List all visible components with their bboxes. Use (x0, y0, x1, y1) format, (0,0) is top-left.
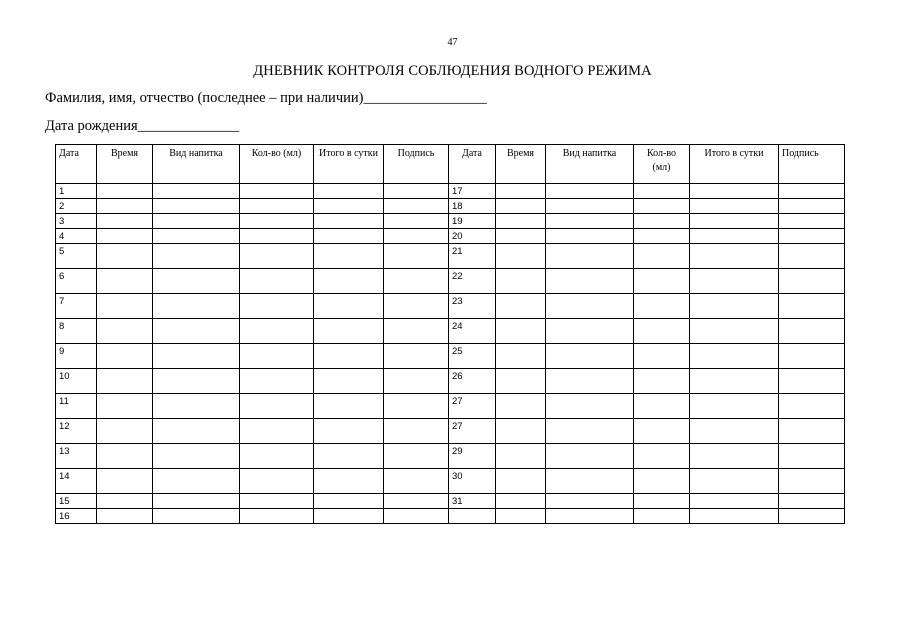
table-cell (314, 199, 384, 214)
table-cell (496, 199, 546, 214)
table-cell (634, 369, 690, 394)
table-cell (97, 369, 153, 394)
table-cell (240, 229, 314, 244)
table-cell (240, 369, 314, 394)
day-number-right: 30 (449, 469, 496, 494)
table-cell (690, 494, 779, 509)
table-cell (546, 214, 634, 229)
table-cell (496, 369, 546, 394)
day-number-right: 18 (449, 199, 496, 214)
header-date-2: Дата (449, 145, 496, 184)
table-cell (690, 369, 779, 394)
day-number-right: 31 (449, 494, 496, 509)
table-cell (496, 394, 546, 419)
table-cell (314, 214, 384, 229)
table-cell (634, 184, 690, 199)
table-cell (384, 229, 449, 244)
table-cell (634, 419, 690, 444)
table-cell (496, 294, 546, 319)
header-amount-2: Кол-во (мл) (634, 145, 690, 184)
table-cell (634, 214, 690, 229)
table-cell (384, 369, 449, 394)
table-cell (634, 509, 690, 524)
table-cell (314, 509, 384, 524)
day-number-right: 22 (449, 269, 496, 294)
table-cell (97, 444, 153, 469)
table-cell (314, 269, 384, 294)
table-cell (240, 269, 314, 294)
table-cell (634, 269, 690, 294)
table-cell (153, 319, 240, 344)
table-row (56, 469, 845, 494)
table-cell (690, 199, 779, 214)
table-cell (153, 184, 240, 199)
day-number-right: 23 (449, 294, 496, 319)
table-cell (314, 319, 384, 344)
table-cell (546, 294, 634, 319)
day-number-right: 17 (449, 184, 496, 199)
table-cell (496, 184, 546, 199)
table-cell (546, 394, 634, 419)
table-cell (496, 344, 546, 369)
table-cell (314, 494, 384, 509)
table-cell (496, 244, 546, 269)
header-drink-type-2: Вид напитка (546, 145, 634, 184)
table-cell (690, 244, 779, 269)
table-row (56, 184, 845, 199)
table-cell (779, 444, 845, 469)
table-cell (496, 269, 546, 294)
table-cell (546, 229, 634, 244)
fio-line: Фамилия, имя, отчество (последнее – при наличии)_________________ (45, 90, 487, 106)
table-row (56, 244, 845, 269)
table-cell (634, 469, 690, 494)
table-cell (384, 319, 449, 344)
table-cell (690, 394, 779, 419)
table-cell (634, 444, 690, 469)
header-signature: Подпись (384, 145, 449, 184)
table-row (56, 294, 845, 319)
table-cell (690, 214, 779, 229)
day-number-right: 20 (449, 229, 496, 244)
table-cell (496, 419, 546, 444)
table-cell (779, 369, 845, 394)
day-number-right: 25 (449, 344, 496, 369)
table-cell (314, 369, 384, 394)
table-cell (384, 394, 449, 419)
table-cell (634, 394, 690, 419)
table-cell (153, 394, 240, 419)
table-cell (546, 444, 634, 469)
table-cell (634, 294, 690, 319)
table-cell (314, 394, 384, 419)
table-cell (240, 344, 314, 369)
table-cell (779, 229, 845, 244)
day-number-left: 10 (56, 369, 97, 394)
table-cell (153, 509, 240, 524)
table-cell (240, 294, 314, 319)
table-row (56, 369, 845, 394)
page-title: ДНЕВНИК КОНТРОЛЯ СОБЛЮДЕНИЯ ВОДНОГО РЕЖИМА (253, 63, 652, 79)
header-daily-total: Итого в сутки (314, 145, 384, 184)
table-cell (97, 244, 153, 269)
table-cell (634, 344, 690, 369)
table-cell (779, 344, 845, 369)
table-cell (314, 344, 384, 369)
table-cell (384, 244, 449, 269)
table-cell (496, 319, 546, 344)
table-cell (314, 469, 384, 494)
table-cell (97, 509, 153, 524)
day-number-left: 12 (56, 419, 97, 444)
table-row (56, 444, 845, 469)
table-row (56, 494, 845, 509)
table-cell (779, 199, 845, 214)
table-cell (690, 294, 779, 319)
table-cell (546, 494, 634, 509)
table-cell (496, 494, 546, 509)
table-cell (97, 214, 153, 229)
table-cell (690, 184, 779, 199)
table-cell (690, 419, 779, 444)
header-time-2: Время (496, 145, 546, 184)
table-cell (634, 199, 690, 214)
table-cell (384, 269, 449, 294)
table-cell (384, 199, 449, 214)
table-cell (97, 199, 153, 214)
table-cell (546, 244, 634, 269)
table-cell (779, 269, 845, 294)
table-cell (97, 469, 153, 494)
table-cell (153, 369, 240, 394)
table-cell (240, 394, 314, 419)
table-cell (97, 494, 153, 509)
day-number-left: 2 (56, 199, 97, 214)
table-cell (779, 214, 845, 229)
table-cell (240, 469, 314, 494)
day-number-left: 11 (56, 394, 97, 419)
table-cell (240, 244, 314, 269)
table-cell (240, 214, 314, 229)
table-cell (690, 319, 779, 344)
table-cell (634, 494, 690, 509)
table-cell (496, 214, 546, 229)
table-cell (153, 244, 240, 269)
table-cell (384, 184, 449, 199)
table-cell (97, 419, 153, 444)
day-number-left: 3 (56, 214, 97, 229)
table-cell (546, 419, 634, 444)
table-cell (240, 319, 314, 344)
table-cell (690, 344, 779, 369)
table-cell (314, 419, 384, 444)
table-cell (240, 444, 314, 469)
header-signature-2: Подпись (779, 145, 845, 184)
table-cell (546, 269, 634, 294)
table-cell (496, 509, 546, 524)
table-cell (153, 469, 240, 494)
table-cell (546, 469, 634, 494)
day-number-left: 15 (56, 494, 97, 509)
day-number-right: 26 (449, 369, 496, 394)
table-cell (779, 184, 845, 199)
day-number-left: 7 (56, 294, 97, 319)
table-cell (153, 294, 240, 319)
table-cell (153, 419, 240, 444)
table-cell (240, 419, 314, 444)
table-cell (97, 184, 153, 199)
table-row (56, 344, 845, 369)
table-cell (690, 444, 779, 469)
day-number-left: 1 (56, 184, 97, 199)
table-cell (496, 469, 546, 494)
table-cell (779, 319, 845, 344)
table-cell (153, 199, 240, 214)
table-cell (779, 494, 845, 509)
table-cell (384, 419, 449, 444)
day-number-left: 13 (56, 444, 97, 469)
table-cell (634, 319, 690, 344)
header-time: Время (97, 145, 153, 184)
table-cell (314, 244, 384, 269)
table-cell (97, 269, 153, 294)
day-number-left: 6 (56, 269, 97, 294)
table-cell (153, 269, 240, 294)
table-cell (496, 444, 546, 469)
table-header-row (56, 145, 845, 184)
table-cell (634, 244, 690, 269)
table-cell (384, 444, 449, 469)
table-cell (496, 229, 546, 244)
table-cell (384, 214, 449, 229)
table-cell (153, 344, 240, 369)
table-row (56, 214, 845, 229)
table-cell (779, 394, 845, 419)
table-cell (314, 294, 384, 319)
table-row (56, 419, 845, 444)
table-cell (779, 294, 845, 319)
page-number: 47 (447, 37, 458, 48)
table-cell (97, 319, 153, 344)
table-cell (97, 229, 153, 244)
day-number-left: 8 (56, 319, 97, 344)
table-cell (546, 344, 634, 369)
table-cell (153, 229, 240, 244)
table-cell (153, 494, 240, 509)
table-cell (779, 469, 845, 494)
day-number-right (449, 509, 496, 524)
day-number-left: 5 (56, 244, 97, 269)
table-cell (546, 369, 634, 394)
water-diary-table (55, 144, 845, 524)
birth-date-line: Дата рождения______________ (45, 118, 240, 134)
table-cell (314, 184, 384, 199)
table-cell (384, 294, 449, 319)
table-row (56, 509, 845, 524)
table-cell (634, 229, 690, 244)
table-cell (779, 244, 845, 269)
table-cell (240, 494, 314, 509)
day-number-right: 21 (449, 244, 496, 269)
header-date: Дата (56, 145, 97, 184)
day-number-right: 27 (449, 394, 496, 419)
table-row (56, 319, 845, 344)
table-cell (240, 199, 314, 214)
day-number-left: 14 (56, 469, 97, 494)
table-cell (546, 184, 634, 199)
table-cell (690, 229, 779, 244)
table-cell (690, 469, 779, 494)
day-number-right: 27 (449, 419, 496, 444)
header-drink-type: Вид напитка (153, 145, 240, 184)
table-cell (690, 509, 779, 524)
table-cell (153, 214, 240, 229)
table-cell (384, 469, 449, 494)
table-cell (384, 344, 449, 369)
day-number-left: 4 (56, 229, 97, 244)
table-cell (97, 344, 153, 369)
day-number-right: 19 (449, 214, 496, 229)
table-cell (779, 509, 845, 524)
table-cell (153, 444, 240, 469)
table-cell (97, 294, 153, 319)
table-cell (546, 319, 634, 344)
header-amount: Кол-во (мл) (240, 145, 314, 184)
day-number-right: 29 (449, 444, 496, 469)
table-cell (546, 199, 634, 214)
table-row (56, 199, 845, 214)
table-cell (690, 269, 779, 294)
table-row (56, 394, 845, 419)
table-cell (384, 509, 449, 524)
table-cell (240, 184, 314, 199)
table-cell (314, 229, 384, 244)
table-row (56, 229, 845, 244)
table-cell (546, 509, 634, 524)
table-row (56, 269, 845, 294)
header-daily-total-2: Итого в сутки (690, 145, 779, 184)
table-cell (240, 509, 314, 524)
day-number-left: 16 (56, 509, 97, 524)
table-cell (779, 419, 845, 444)
table-cell (97, 394, 153, 419)
day-number-right: 24 (449, 319, 496, 344)
table-cell (384, 494, 449, 509)
table-cell (314, 444, 384, 469)
day-number-left: 9 (56, 344, 97, 369)
